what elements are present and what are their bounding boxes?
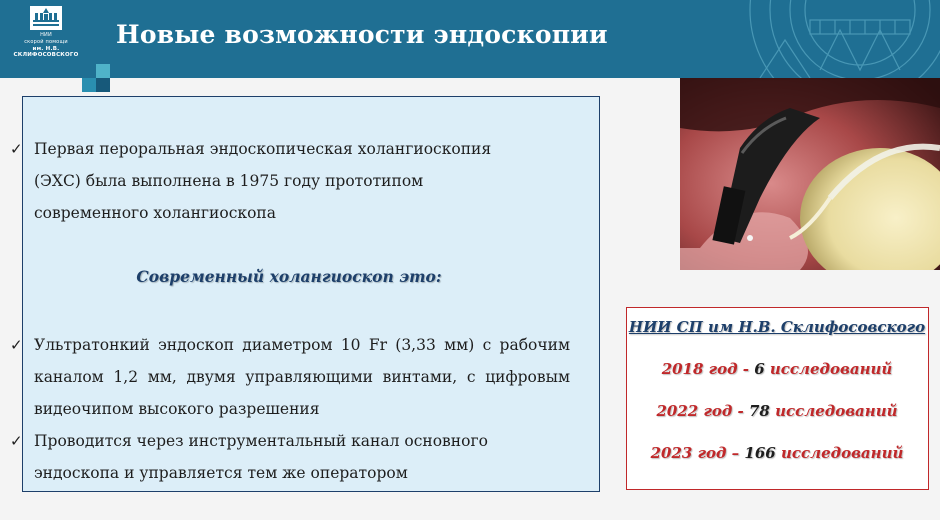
stats-box	[626, 307, 929, 490]
stats-count: 78	[748, 402, 770, 420]
bullet-first-cholangioscopy	[10, 133, 530, 229]
institute-logo	[8, 4, 84, 74]
logo-text-line3: им. Н.В. СКЛИФОСОВСКОГО	[13, 46, 79, 58]
decorative-circle-pattern	[610, 0, 940, 78]
subheading: Современный холангиоскоп это:	[136, 267, 442, 286]
stats-row-2023	[627, 444, 927, 462]
stats-year: 2018 год -	[661, 360, 755, 378]
building-logo-icon	[30, 6, 62, 30]
checkmark-icon: ✓	[10, 432, 23, 450]
stats-row-2022	[627, 402, 927, 420]
stats-count: 166	[744, 444, 776, 462]
stats-year: 2022 год -	[656, 402, 749, 420]
bullet-text: Ультратонкий эндоскоп диаметром 10 Fr (3,33 мм) с рабочим каналом 1,2 мм, двумя управляющими винтами, с цифровым видеочипом высокого разрешения	[34, 336, 570, 418]
logo-text-line2: скорой помощи	[24, 39, 68, 45]
stats-label: исследований	[775, 444, 904, 462]
accent-square	[96, 64, 110, 78]
slide-title: Новые возможности эндоскопии	[116, 20, 608, 49]
bullet-text: Первая пероральная эндоскопическая холангиоскопия (ЭХС) была выполнена в 1975 году прототипом современного холангиоскопа	[34, 140, 492, 222]
stats-heading: НИИ СП им Н.В. Склифосовского	[628, 318, 926, 336]
stats-year: 2023 год –	[650, 444, 745, 462]
accent-square	[82, 78, 96, 92]
stats-row-2018	[627, 360, 927, 378]
stats-count: 6	[754, 360, 765, 378]
stats-label: исследований	[764, 360, 893, 378]
logo-text-line1: НИИ	[40, 32, 52, 38]
bullet-text: Проводится через инструментальный канал основного эндоскопа и управляется тем же оператором	[34, 432, 488, 482]
cholangioscope-photo	[680, 78, 940, 270]
bullet-instrument-channel	[10, 425, 570, 489]
checkmark-icon: ✓	[10, 336, 23, 354]
accent-square	[96, 78, 110, 92]
stats-label: исследований	[769, 402, 898, 420]
header-bar	[0, 0, 940, 78]
checkmark-icon: ✓	[10, 140, 23, 158]
bullet-ultrathin-endoscope	[10, 329, 570, 425]
